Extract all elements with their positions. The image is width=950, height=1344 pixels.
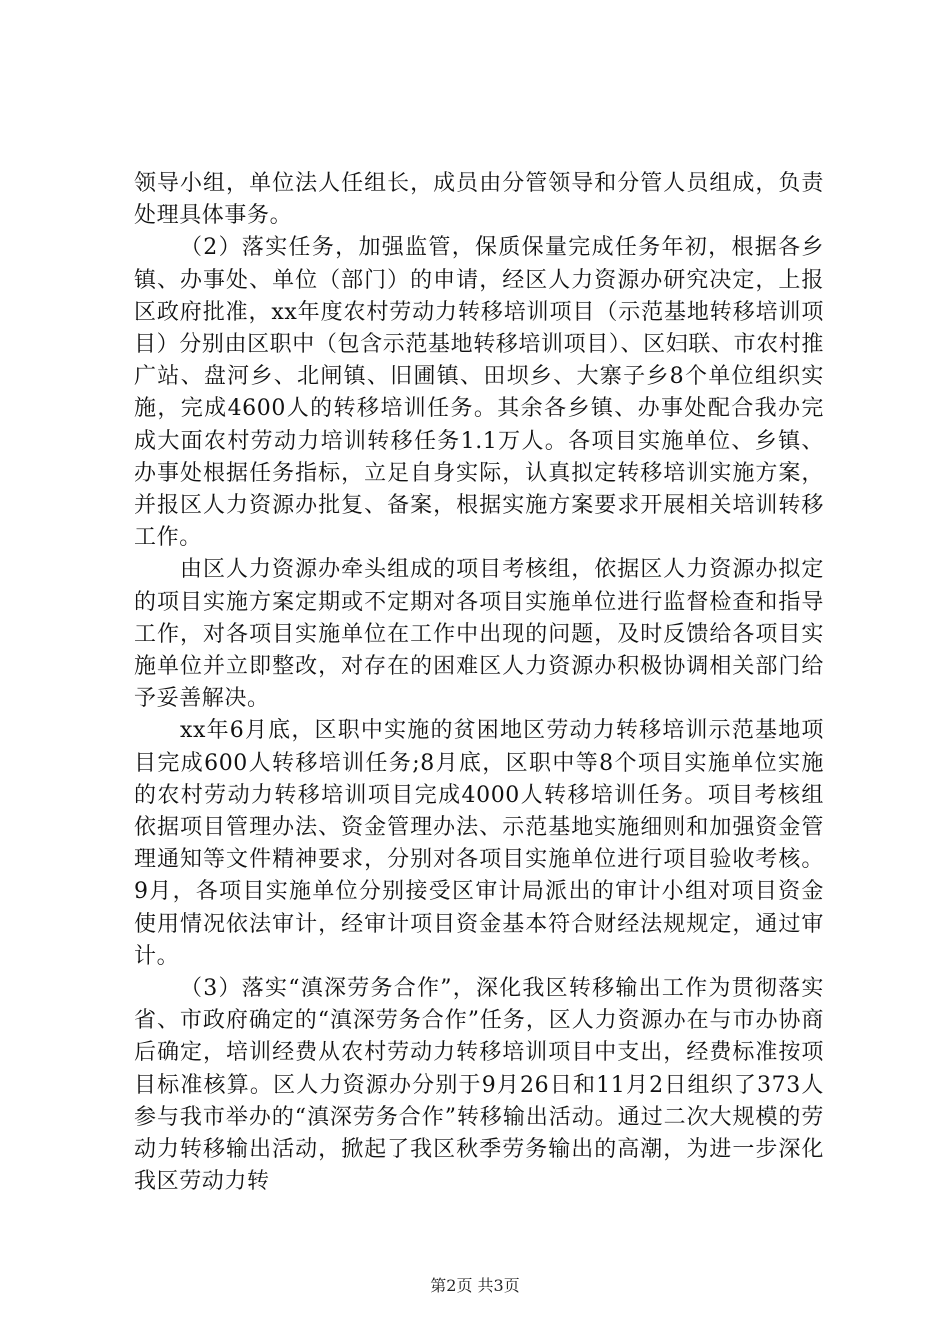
paragraph-labor-cooperation: （3）落实“滇深劳务合作”，深化我区转移输出工作为贯彻落实省、市政府确定的“滇深劳务合作”任务，区人力资源办在与市办协商后确定，培训经费从农村劳动力转移培训项目中支出，经费标准按项目标准核算。区人力资源办分别于9月26日和11月2日组织了373人参与我市举办的“滇深劳务合作”转移输出活动。通过二次大规模的劳动力转移输出活动，掀起了我区秋季劳务输出的高潮，为进一步深化我区劳动力转 (134, 976, 824, 1195)
paragraph-task-implementation: （2）落实任务，加强监管，保质保量完成任务年初，根据各乡镇、办事处、单位（部门）的申请，经区人力资源办研究决定，上报区政府批准，xx年度农村劳动力转移培训项目（示范基地转移培训项目）分别由区职中（包含示范基地转移培训项目）、区妇联、市农村推广站、盘河乡、北闸镇、旧圃镇、田坝乡、大寨子乡8个单位组织实施，完成4600人的转移培训任务。其余各乡镇、办事处配合我办完成大面农村劳动力培训转移任务1.1万人。各项目实施单位、乡镇、办事处根据任务指标，立足自身实际，认真拟定转移培训实施方案，并报区人力资源办批复、备案，根据实施方案要求开展相关培训转移工作。 (134, 235, 824, 551)
paragraph-training-completion: xx年6月底，区职中实施的贫困地区劳动力转移培训示范基地项目完成600人转移培训任务;8月底，区职中等8个项目实施单位实施的农村劳动力转移培训项目完成4000人转移培训任务。项目考核组依据项目管理办法、资金管理办法、示范基地实施细则和加强资金管理通知等文件精神要求，分别对各项目实施单位进行项目验收考核。9月，各项目实施单位分别接受区审计局派出的审计小组对项目资金使用情况依法审计，经审计项目资金基本符合财经法规规定，通过审计。 (134, 718, 824, 969)
paragraph-project-assessment: 由区人力资源办牵头组成的项目考核组，依据区人力资源办拟定的项目实施方案定期或不定期对各项目实施单位进行监督检查和指导工作，对各项目实施单位在工作中出现的问题，及时反馈给各项目实施单位并立即整改，对存在的困难区人力资源办积极协调相关部门给予妥善解决。 (134, 557, 824, 712)
page-footer: 第2页 共3页 (430, 1276, 520, 1295)
document-body (134, 168, 824, 1199)
paragraph-leadership-group: 领导小组，单位法人任组长，成员由分管领导和分管人员组成，负责处理具体事务。 (134, 171, 824, 229)
